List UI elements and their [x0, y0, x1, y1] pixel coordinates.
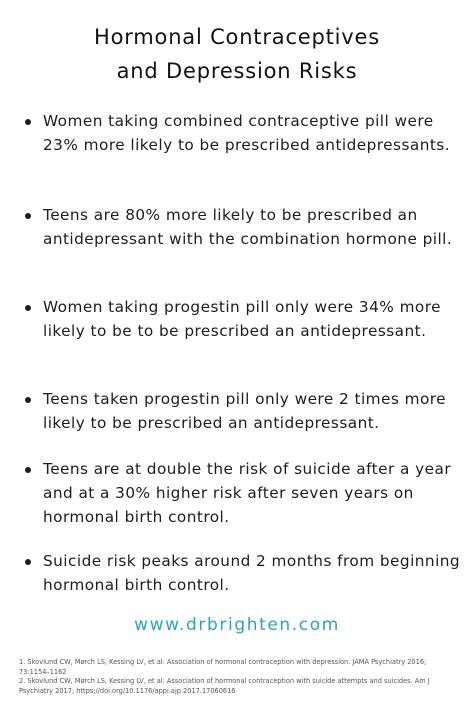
list-item-text: Suicide risk peaks around 2 months from beginning hormonal birth control.	[43, 552, 461, 594]
list-item	[18, 109, 458, 157]
bullet-icon	[25, 119, 31, 125]
bullet-icon	[25, 559, 31, 565]
footnotes	[19, 658, 459, 696]
list-item	[18, 295, 458, 343]
bullet-icon	[25, 305, 31, 311]
footnote-2: 2. Skovlund CW, Mørch LS, Kessing LV, et al: Association of hormonal contraception with suicide attempts and suicides. Am J Psychiatry 2017; https://doi.org/10.1176/appi.ajp.2017.17060616	[19, 677, 430, 695]
bullet-icon	[25, 213, 31, 219]
list-item-text: Women taking progestin pill only were 34% more likely to be to be prescribed an antidepressant.	[43, 298, 441, 340]
list-item	[18, 549, 461, 597]
list-item-text: Teens are at double the risk of suicide after a year and at a 30% higher risk after seven years on hormonal birth control.	[43, 460, 452, 526]
bullet-icon	[25, 397, 31, 403]
footnote-1: 1. Skovlund CW, Mørch LS, Kessing LV, et al: Association of hormonal contraception with depression. JAMA Psychiatry 2016; 73:1154–1162	[19, 658, 427, 676]
list-item	[18, 457, 458, 529]
title-line-2: and Depression Risks	[116, 59, 358, 83]
list-item	[18, 203, 458, 251]
list-item-text: Teens taken progestin pill only were 2 times more likely to be prescribed an antidepressant.	[43, 390, 447, 432]
list-item-text: Women taking combined contraceptive pill were 23% more likely to be prescribed antidepressants.	[43, 112, 451, 154]
list-item-text: Teens are 80% more likely to be prescribed an antidepressant with the combination hormone pill.	[43, 206, 453, 248]
website-link[interactable]: www.drbrighten.com	[134, 615, 340, 635]
title-line-1: Hormonal Contraceptives	[93, 25, 380, 49]
bullet-icon	[25, 467, 31, 473]
page-title	[0, 20, 474, 88]
list-item	[18, 387, 458, 435]
